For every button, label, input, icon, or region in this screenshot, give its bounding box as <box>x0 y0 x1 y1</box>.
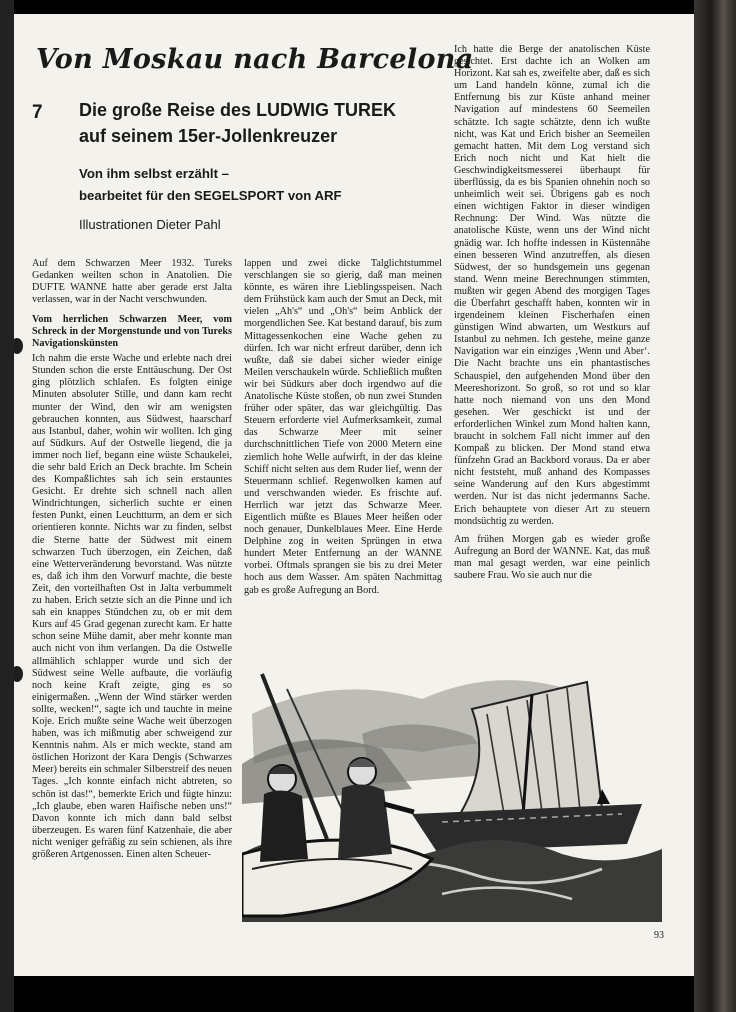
scan-left-edge <box>0 0 14 1012</box>
body-paragraph: Am frühen Morgen gab es wieder große Aufregung an Bord der WANNE. Kat, das muß man mal gesagt werden, war eine peinlich saubere Frau. Wo sie auch nur die <box>454 533 650 582</box>
intro-paragraph: Auf dem Schwarzen Meer 1932. Tureks Gedanken weilten schon in Anatolien. Die DUFTE WANNE hatte aber gerade erst Jalta verlassen, war in der Nacht verschwunden. <box>32 258 232 306</box>
section-subheading: Vom herrlichen Schwarzen Meer, vom Schreck in der Morgenstunde und von Tureks Navigationskünsten <box>32 314 232 349</box>
body-paragraph: lappen und zwei dicke Talglichtstummel verschlangen sie so gierig, daß man meinen könnte, es wären ihre Lieblingsspeisen. Nach dem Frühstück kam auch der Smut an Deck, mit vielen „Ah's“ und „Oh's“ beim Anblick der morgendlichen See. Kat bestand darauf, bis zum Mittagessenkochen eine Wache gehen zu dürfen. Ich war nicht erfreut darüber, denn ich wußte, daß sie dabei sicher wieder einige Meilen verschaukeln würde. Schließlich mußten wir bei Südkurs aber doch irgendwo auf die Anatolische Küste stoßen, ob nun zwei Stunden früher oder später, das war gleichgültig. Das Steuern erforderte viel Aufmerksamkeit, zumal das Schwarze Meer mit seiner durchschnittlichen Tiefe von 2000 Metern eine ziemlich hohe Welle aufwirft, in der das kleine Schiff nicht selten aus dem Ruder lief, wenn der Steuermann schlief. Regenwolken kamen auf und verschwanden wieder. Es frischte auf. Herrlich war jetzt das Schwarze Meer. Eigentlich müßte es Blaues Meer heißen oder noch genauer, Dunkelblaues Meer. Eine Herde Delphine zog in weiten Sprüngen in etwa hundert Meter Entfernung an der WANNE vorbei. Oftmals sprangen sie bis zu drei Meter hoch aus dem Wasser. Am späten Nachmittag gab es große Aufregung an Bord. <box>244 258 442 596</box>
headline-line-2: auf seinem 15er-Jollenkreuzer <box>79 126 338 146</box>
magazine-page <box>14 14 694 976</box>
book-spine <box>694 0 736 1012</box>
text-column-3 <box>454 44 650 582</box>
headline-line-1: Die große Reise des LUDWIG TUREK <box>79 100 397 120</box>
page-number: 93 <box>654 930 664 941</box>
illustration-credit: Illustrationen Dieter Pahl <box>79 217 221 232</box>
body-paragraph: Ich hatte die Berge der anatolischen Küste gesichtet. Erst dachte ich an Wolken am Horizont. Kat sah es, zweifelte aber, daß es sich um Land handeln könne, zumal ich die Entfernung bis zur Küste anhand meiner Navigation auf mindestens 60 Seemeilen schätzte. Ich sagte schätzte, denn ich wußte nicht, was Kat und Erich bisher an Seemeilen gemacht hatten. Mit dem Log verstand sich Erich noch nicht und Kat hielt die Geschwindigkeitsmesserei überhaupt für überflüssig, da es bis Spanien ohnehin noch so unheimlich weit sei. Übrigens gab es noch einen wichtigen Faktor in dieser windigen Rechnung: Der Wind. Was nützte die anatolische Küste, wenn uns der Wind nicht gnädig war. Ich hoffte indessen in Küstennähe einen besseren Wind anzutreffen, als diesen Südwest, der so hundsgemein uns gegenan stand. Wenn meine Berechnungen stimmten, mußten wir gegen Abend des morgigen Tages die Überfahrt geschafft haben, konnten wir in irgendeinem kleinen Fischerhafen einen günstigen Wind abwarten, um Westkurs auf Istanbul zu nehmen. Ich gestehe, meine ganze Navigation war ein einziges ‚Wenn und Aber‘. Die Nacht brachte uns ein phantastisches Schauspiel, den aufgehenden Mond über den Meereshorizont. So groß, so rot und so klar hatte noch niemand von uns den Mond gesehen. Wer geschickt ist und der erforderlichen Winkel zum Mond halten kann, braucht in solchem Fall nicht immer auf den Kompaß zu blicken. Der Mond stand etwa fünfzehn Grad an Backbord voraus. Da er aber nicht feststeht, muß anhand des Kompasses seine Wanderung auf den Kurs abgestimmt werden. Nur ist das nicht jedermanns Sache. Erich behauptete von dieser Art zu steuern mondsüchtig zu werden. <box>454 44 650 527</box>
article-title: Von Moskau nach Barcelona <box>36 44 474 75</box>
text-column-1 <box>32 258 232 861</box>
illustration-sailboat <box>242 654 662 922</box>
chapter-number: 7 <box>32 102 43 123</box>
punch-hole <box>14 338 23 354</box>
text-column-2 <box>244 258 442 597</box>
body-paragraph: Ich nahm die erste Wache und erlebte nach drei Stunden schon die erste Enttäuschung. Der Ost ging plötzlich schlafen. Es folgten einige Minuten absoluter Stille, und dann kam recht munter der Wind, den wir am wenigsten gebrauchen konnten, aus Südwest, haarscharf aus Istanbul, daher, wohin wir wollten. Ich ging auf Südkurs. Auf der Ostwelle liegend, die ja immer noch lief, begann eine wüste Schaukelei, die sehr bald Erich an Deck brachte. Im Schein des Kompaßlichtes sah ich sein erstauntes Gesicht. Er drehte sich schnell nach allen Windrichtungen, sicherlich suchte er einen festen Punkt, einen Leuchtturm, an dem er sich orientieren konnte. Nichts war zu finden, selbst die Sterne hatte der Südwest mit einem schwarzen Tuch überzogen, ein Zeichen, daß eine Wetterveränderung bevorstand. Was nützte es, daß ich ihm den Vorwurf machte, die beste Zeit, den vorteilhaften Ost in Jalta verbummelt zu haben. Erich setzte sich an die Pinne und ich sah ein knappes Stündchen zu, ob er mit dem Kurs auf 45 Grad gegenan zurecht kam. Er hatte schon seine Mühe damit, aber mehr konnte man auch nicht von ihm verlangen. Da die Ostwelle allmählich schlapper wurde und sich der Südwest seine Welle aufbaute, die vorläufig noch keine Kraft zeigte, ging es so einigermaßen. „Wenn der Wind stärker werden sollte, wecken!“, sagte ich und tauchte in meine Koje. Erich mußte seine Wache weit überzogen haben, was ich mißmutig aber schweigend zur Kenntnis nahm. Als er mich weckte, stand am östlichen Horizont der Kara Dengis (Schwarzes Meer) bereits ein schmaler Silberstreif des neuen Tages. „Ich konnte einfach nicht abtreten, so schön ist das!“, bemerkte Erich und fügte hinzu: „Ich glaube, eben waren Haifische neben uns!“ Davon konnte ich mich dann bald selbst überzeugen. Es waren fünf Katzenhaie, die aber nicht weniger gefräßig zu sein schienen, als ihre größeren Artgenossen. Einen alten Scheuer- <box>32 353 232 860</box>
punch-hole <box>14 666 23 682</box>
subtitle-line-2: bearbeitet für den SEGELSPORT von ARF <box>79 188 342 203</box>
subtitle-line-1: Von ihm selbst erzählt – <box>79 166 229 181</box>
